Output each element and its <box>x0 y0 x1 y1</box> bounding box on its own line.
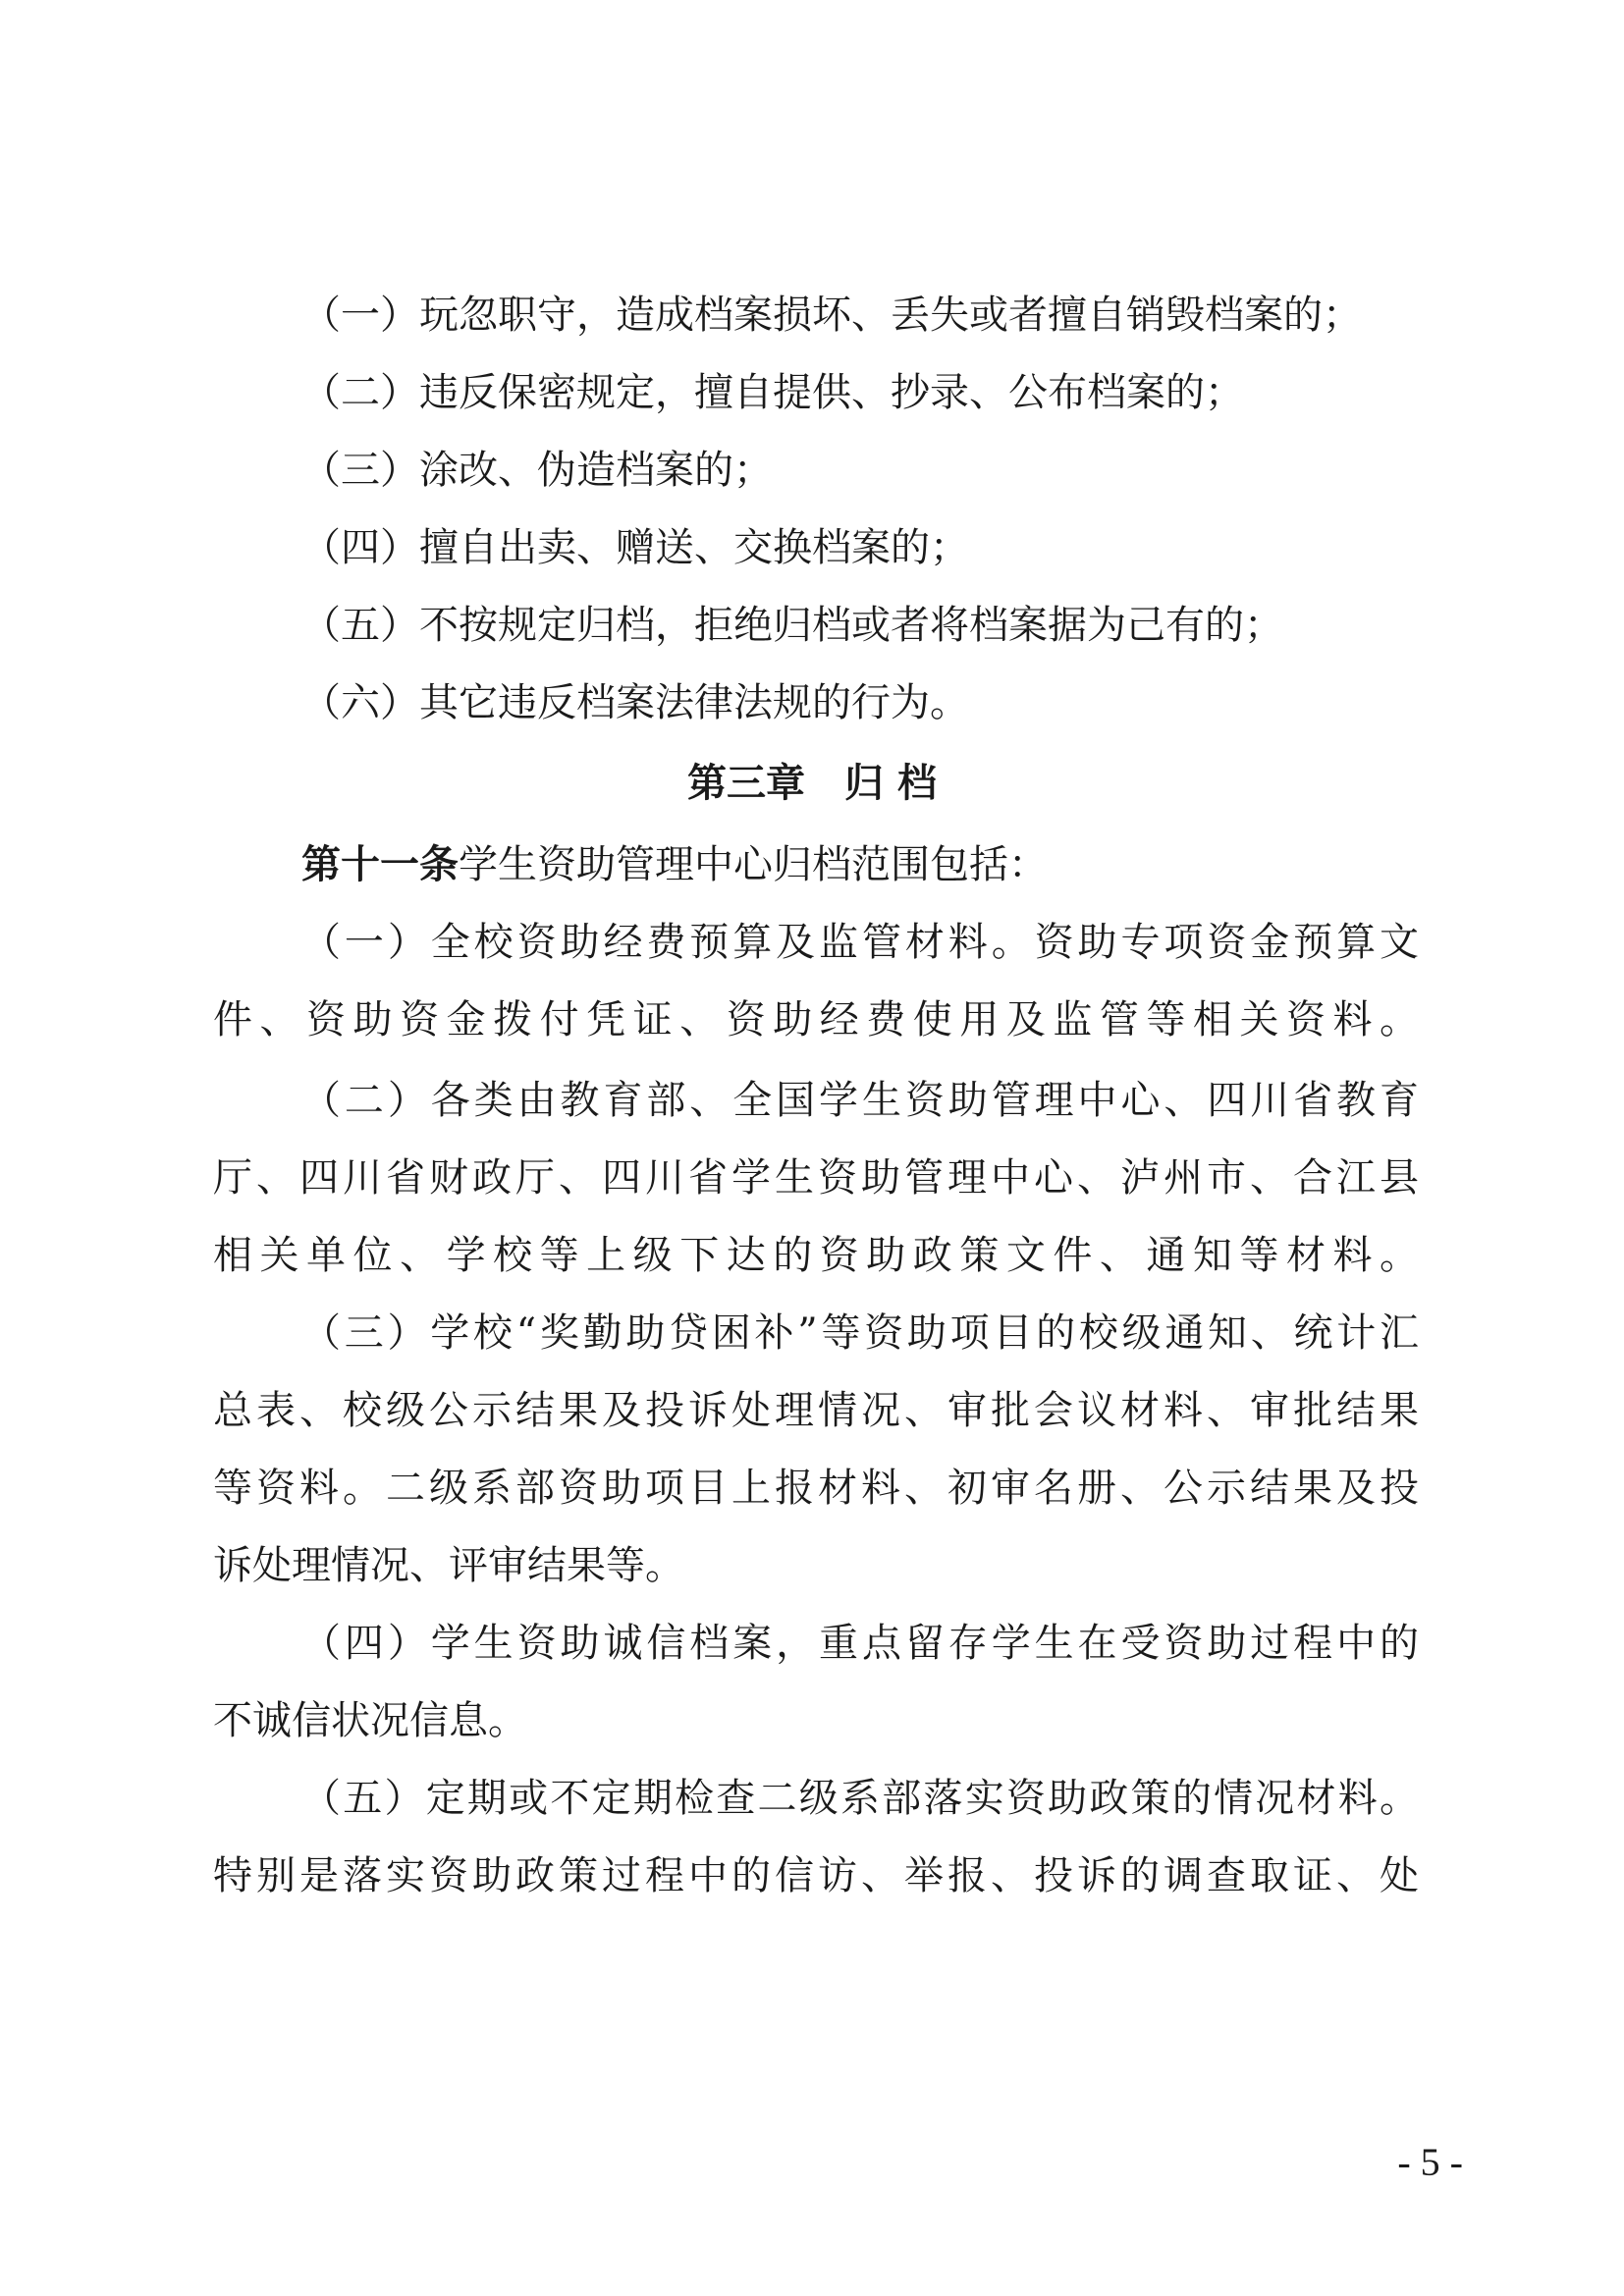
article-text: 学生资助管理中心归档范围包括： <box>459 842 1048 887</box>
paragraph-line: 等资料。二级系部资助项目上报材料、初审名册、公示结果及投 <box>213 1466 1419 1511</box>
page-number: - 5 - <box>1397 2140 1463 2184</box>
paragraph-line: 特别是落实资助政策过程中的信访、举报、投诉的调查取证、处 <box>213 1853 1419 1898</box>
paragraph-line: 诉处理情况、评审结果等。 <box>213 1543 684 1588</box>
list-item: （一）玩忽职守，造成档案损坏、丢失或者擅自销毁档案的； <box>301 293 1362 338</box>
list-item: （五）不按规定归档，拒绝归档或者将档案据为己有的； <box>301 603 1283 648</box>
paragraph-line: 不诚信状况信息。 <box>213 1698 527 1743</box>
article-heading <box>301 837 1048 892</box>
paragraph-line: （一）全校资助经费预算及监管材料。资助专项资金预算文 <box>301 920 1419 965</box>
paragraph-line: 总表、校级公示结果及投诉处理情况、审批会议材料、审批结果 <box>213 1388 1419 1433</box>
paragraph-line: （三）学校“奖勤助贷困补”等资助项目的校级通知、统计汇 <box>301 1310 1419 1356</box>
paragraph-line: （四）学生资助诚信档案，重点留存学生在受资助过程中的 <box>301 1621 1419 1666</box>
chapter-title: 第三章 归 档 <box>687 761 937 806</box>
list-item: （六）其它违反档案法律法规的行为。 <box>301 680 969 725</box>
paragraph-line: （五）定期或不定期检查二级系部落实资助政策的情况材料。 <box>301 1776 1419 1821</box>
paragraph-line: 厅、四川省财政厅、四川省学生资助管理中心、泸州市、合江县 <box>213 1155 1419 1201</box>
list-item: （四）擅自出卖、赠送、交换档案的； <box>301 525 969 570</box>
list-item: （三）涂改、伪造档案的； <box>301 448 773 493</box>
paragraph-line: （二）各类由教育部、全国学生资助管理中心、四川省教育 <box>301 1078 1419 1123</box>
list-item: （二）违反保密规定，擅自提供、抄录、公布档案的； <box>301 370 1244 415</box>
paragraph-line: 件、资助资金拨付凭证、资助经费使用及监管等相关资料。 <box>213 997 1419 1042</box>
paragraph-line: 相关单位、学校等上级下达的资助政策文件、通知等材料。 <box>213 1233 1419 1278</box>
article-label: 第十一条 <box>301 842 459 887</box>
